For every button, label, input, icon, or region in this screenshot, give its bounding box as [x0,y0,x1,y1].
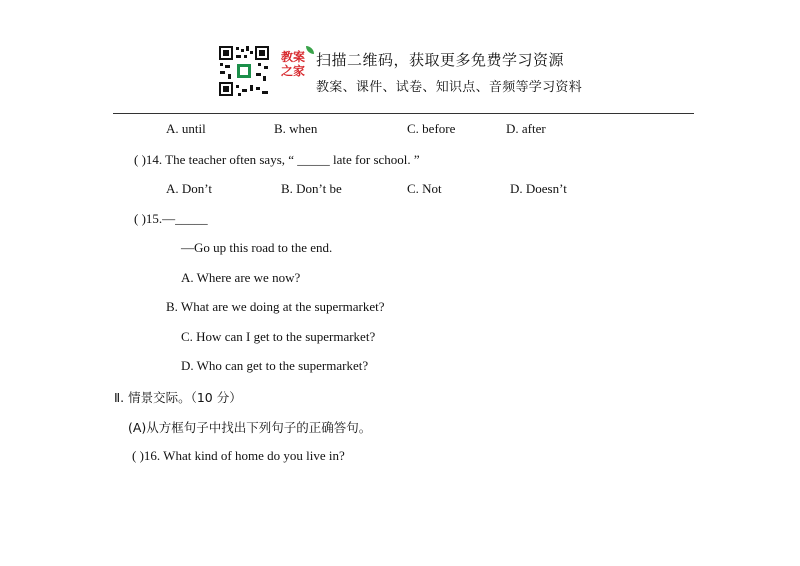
q15-option-d: D. Who can get to the supermarket? [181,358,369,373]
brand-logo: 教案 之家 [276,50,310,78]
q13-option-c: C. before [407,121,456,136]
header-slogan: 扫描二维码，获取更多免费学习资源 [316,51,565,69]
q13-option-a: A. until [166,121,206,136]
q13-option-b: B. when [274,121,318,136]
q14-stem: ( )14. The teacher often says, “ _____ late for school. ” [134,152,420,167]
section-title: Ⅱ. 情景交际。（10 分） [114,390,242,405]
header-divider [113,113,694,114]
q16-stem: ( )16. What kind of home do you live in? [132,448,345,463]
q15-option-c: C. How can I get to the supermarket? [181,329,376,344]
q15-stem: ( )15.—_____ [134,211,208,226]
q14-option-c: C. Not [407,181,442,196]
q15-reply: —Go up this road to the end. [181,240,333,255]
q15-option-b: B. What are we doing at the supermarket? [166,299,385,314]
header-subslogan: 教案、课件、试卷、知识点、音频等学习资料 [316,80,583,95]
q14-option-b: B. Don’t be [281,181,342,196]
q15-option-a: A. Where are we now? [181,270,301,285]
section-instruction: (A)从方框句子中找出下列句子的正确答句。 [128,420,372,435]
q13-option-d: D. after [506,121,546,136]
q14-option-a: A. Don’t [166,181,212,196]
q14-option-d: D. Doesn’t [510,181,567,196]
qr-code [218,45,270,97]
